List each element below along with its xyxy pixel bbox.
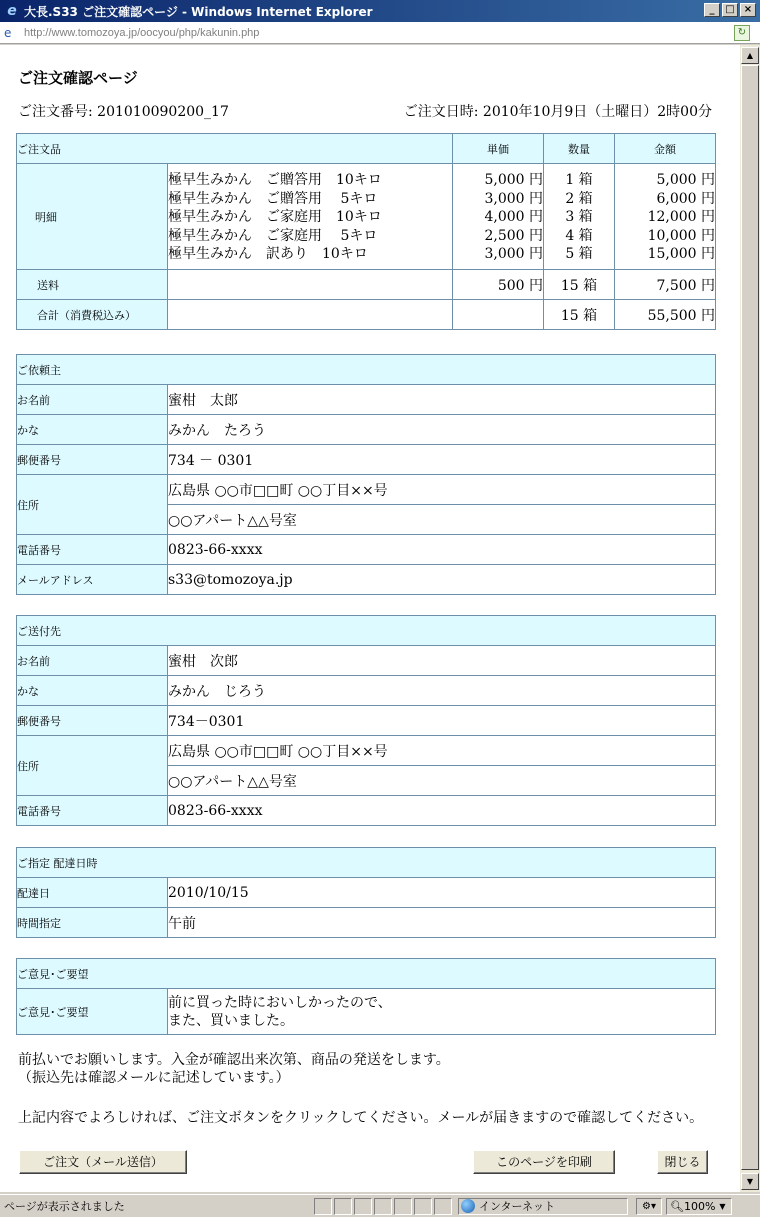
zoom-level: 100% xyxy=(683,1199,716,1213)
zoom-icon: 🔍︎ xyxy=(670,1199,684,1213)
security-zone[interactable] xyxy=(458,1198,628,1215)
recipient-kana-label: かな xyxy=(17,676,168,706)
page-icon: e xyxy=(4,25,12,40)
status-segment xyxy=(394,1198,412,1215)
recipient-address-label: 住所 xyxy=(17,736,168,796)
status-segment xyxy=(334,1198,352,1215)
comment-text xyxy=(168,989,716,1035)
comment-title: ご意見･ご要望 xyxy=(17,959,716,989)
close-window-button[interactable]: × xyxy=(740,3,756,17)
item-qty: 1 箱 xyxy=(565,172,593,188)
payment-note-line: （振込先は確認メールに記述しています。） xyxy=(18,1070,290,1086)
shipping-blank xyxy=(168,270,453,300)
scroll-thumb[interactable] xyxy=(741,65,759,1170)
shipping-price: 500 円 xyxy=(453,270,544,300)
ie-logo-icon: e xyxy=(7,3,17,19)
print-page-button[interactable]: このページを印刷 xyxy=(473,1150,615,1174)
requester-email-label: メールアドレス xyxy=(17,565,168,595)
requester-address2: ○○アパート△△号室 xyxy=(168,505,716,535)
comment-line: 前に買った時においしかったので、 xyxy=(168,994,392,1011)
requester-tel: 0823-66-xxxx xyxy=(168,535,716,565)
order-datetime: ご注文日時: 2010年10月9日（土曜日）2時00分 xyxy=(403,104,712,120)
total-label: 合計（消費税込み） xyxy=(17,300,168,330)
item-qtys xyxy=(544,164,615,270)
recipient-table xyxy=(16,615,716,826)
requester-address-label: 住所 xyxy=(17,475,168,535)
order-number: ご注文番号: 201010090200_17 xyxy=(18,104,229,120)
payment-note xyxy=(18,1051,450,1087)
requester-kana-label: かな xyxy=(17,415,168,445)
payment-note-line: 前払いでお願いします。入金が確認出来次第、商品の発送をします。 xyxy=(18,1052,450,1068)
detail-label: 明細 xyxy=(17,164,168,270)
zoom-control[interactable] xyxy=(666,1198,732,1215)
title-bar xyxy=(0,0,760,22)
delivery-table xyxy=(16,847,716,938)
item-name: 極早生みかん ご贈答用 10キロ xyxy=(168,172,382,188)
item-qty: 3 箱 xyxy=(565,209,593,225)
item-price: 2,500 円 xyxy=(484,227,543,244)
total-price-blank xyxy=(453,300,544,330)
status-segment xyxy=(434,1198,452,1215)
item-amount: 15,000 円 xyxy=(647,246,715,262)
header-product: ご注文品 xyxy=(17,134,453,164)
address-bar[interactable] xyxy=(0,22,760,44)
order-table xyxy=(16,133,716,330)
status-segment xyxy=(354,1198,372,1215)
recipient-title: ご送付先 xyxy=(17,616,716,646)
header-price: 単価 xyxy=(453,134,544,164)
item-price: 5,000 円 xyxy=(484,172,543,188)
recipient-tel: 0823-66-xxxx xyxy=(168,796,716,826)
item-amount: 10,000 円 xyxy=(647,227,715,244)
item-name: 極早生みかん ご家庭用 5キロ xyxy=(168,227,378,244)
minimize-button[interactable]: _ xyxy=(704,3,720,17)
item-name: 極早生みかん ご家庭用 10キロ xyxy=(168,209,382,225)
recipient-address2: ○○アパート△△号室 xyxy=(168,766,716,796)
item-qty: 5 箱 xyxy=(565,246,593,262)
recipient-tel-label: 電話番号 xyxy=(17,796,168,826)
recipient-address1: 広島県 ○○市□□町 ○○丁目××号 xyxy=(168,736,716,766)
requester-zip-label: 郵便番号 xyxy=(17,445,168,475)
item-qty: 2 箱 xyxy=(565,190,593,207)
item-price: 4,000 円 xyxy=(484,209,543,225)
recipient-kana: みかん じろう xyxy=(168,676,716,706)
shipping-amount: 7,500 円 xyxy=(615,270,716,300)
status-segment xyxy=(314,1198,332,1215)
delivery-date: 2010/10/15 xyxy=(168,878,716,908)
item-price: 3,000 円 xyxy=(484,190,543,207)
recipient-name-label: お名前 xyxy=(17,646,168,676)
item-amount: 6,000 円 xyxy=(656,190,715,207)
delivery-time-label: 時間指定 xyxy=(17,908,168,938)
maximize-button[interactable]: □ xyxy=(722,3,738,17)
globe-icon xyxy=(461,1199,475,1213)
delivery-time: 午前 xyxy=(168,908,716,938)
recipient-zip: 734－0301 xyxy=(168,706,716,736)
status-segment xyxy=(414,1198,432,1215)
total-qty: 15 箱 xyxy=(544,300,615,330)
comment-line: また、買いました。 xyxy=(168,1012,294,1029)
total-row xyxy=(17,300,716,330)
delivery-date-label: 配達日 xyxy=(17,878,168,908)
item-prices xyxy=(453,164,544,270)
order-header-row xyxy=(17,134,716,164)
requester-table xyxy=(16,354,716,595)
recipient-zip-label: 郵便番号 xyxy=(17,706,168,736)
total-amount: 55,500 円 xyxy=(615,300,716,330)
order-detail-row xyxy=(17,164,716,270)
comment-table xyxy=(16,958,716,1035)
recipient-name: 蜜柑 次郎 xyxy=(168,646,716,676)
page-content xyxy=(0,45,740,1192)
requester-name-label: お名前 xyxy=(17,385,168,415)
requester-title: ご依頼主 xyxy=(17,355,716,385)
item-names xyxy=(168,164,453,270)
total-blank xyxy=(168,300,453,330)
requester-tel-label: 電話番号 xyxy=(17,535,168,565)
page-title: ご注文確認ページ xyxy=(18,69,138,87)
requester-email: s33@tomozoya.jp xyxy=(168,565,716,595)
comment-label: ご意見･ご要望 xyxy=(17,989,168,1035)
item-amounts xyxy=(615,164,716,270)
scroll-up-arrow-icon[interactable]: ▲ xyxy=(741,47,759,64)
status-text: ページが表示されました xyxy=(4,1200,125,1213)
shipping-qty: 15 箱 xyxy=(544,270,615,300)
window-title: 大長.S33 ご注文確認ページ - Windows Internet Explorer xyxy=(24,4,373,19)
requester-zip: 734 － 0301 xyxy=(168,445,716,475)
shipping-label: 送料 xyxy=(17,270,168,300)
item-amount: 12,000 円 xyxy=(647,209,715,225)
item-price: 3,000 円 xyxy=(484,246,543,262)
requester-name: 蜜柑 太郎 xyxy=(168,385,716,415)
item-qty: 4 箱 xyxy=(565,227,593,244)
item-name: 極早生みかん 訳あり 10キロ xyxy=(168,246,368,262)
url-text[interactable]: http://www.tomozoya.jp/oocyou/php/kakunin.php xyxy=(24,26,260,39)
delivery-title: ご指定 配達日時 xyxy=(17,848,716,878)
item-name: 極早生みかん ご贈答用 5キロ xyxy=(168,190,378,207)
item-amount: 5,000 円 xyxy=(656,172,715,188)
confirm-instruction: 上記内容でよろしければ、ご注文ボタンをクリックしてください。メールが届きますので確認してください。 xyxy=(18,1110,704,1126)
zone-label: インターネット xyxy=(479,1200,556,1213)
requester-address1: 広島県 ○○市□□町 ○○丁目××号 xyxy=(168,475,716,505)
header-qty: 数量 xyxy=(544,134,615,164)
vertical-scrollbar[interactable] xyxy=(740,45,760,1192)
order-send-button[interactable]: ご注文（メール送信） xyxy=(19,1150,187,1174)
scroll-down-arrow-icon[interactable]: ▼ xyxy=(741,1173,759,1190)
requester-kana: みかん たろう xyxy=(168,415,716,445)
status-segment xyxy=(374,1198,392,1215)
close-page-button[interactable]: 閉じる xyxy=(657,1150,708,1174)
compatibility-view-icon[interactable]: ↻ xyxy=(734,25,750,41)
shipping-row xyxy=(17,270,716,300)
status-bar xyxy=(0,1194,760,1217)
chevron-down-icon: ▼ xyxy=(719,1201,726,1211)
protected-mode-icon[interactable]: ⚙▾ xyxy=(636,1198,662,1215)
header-amount: 金額 xyxy=(615,134,716,164)
